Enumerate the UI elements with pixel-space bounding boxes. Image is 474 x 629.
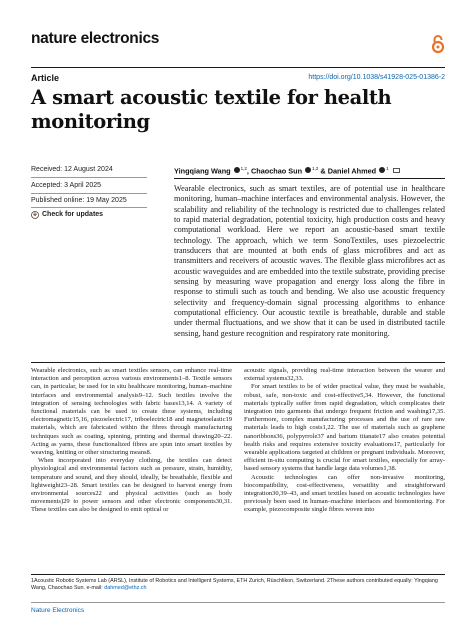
meta-divider — [31, 193, 147, 194]
received-date: Received: 12 August 2024 — [31, 166, 113, 173]
article-title: A smart acoustic textile for health monitoring — [31, 86, 392, 133]
open-access-lock-icon — [431, 34, 445, 54]
footnote-text: 1Acoustic Robotic Systems Lab (ARSL), Institute of Robotics and Intelligent Systems, ETH Zurich, Rüschlikon, Switzerland. 2These authors contributed equally: Yingqiang Wang, Chaochao Sun. e-mail: — [31, 578, 438, 591]
affiliation-marker: 1,2 — [240, 166, 247, 171]
body-column-right — [244, 367, 445, 515]
affiliation-footnote — [31, 578, 445, 592]
author-divider — [174, 178, 445, 179]
email-link[interactable]: dahmed@ethz.ch — [104, 585, 147, 591]
journal-name: nature electronics — [31, 30, 160, 47]
body-paragraph: Acoustic technologies can offer non-invasive monitoring, biocompatibility, cost-effectiveness, versatility and straightforward integration30,39–43, and smart textiles based on acoustic technologies have previously been used in human–machine interfaces and biomonitoring. For example, piezocomposite single fibres woven into — [244, 473, 445, 514]
footer-divider — [31, 602, 445, 603]
published-date: Published online: 19 May 2025 — [31, 197, 127, 204]
orcid-icon[interactable] — [379, 167, 385, 173]
abstract: Wearable electronics, such as smart textiles, are of potential use in healthcare monitoring, human–machine interfaces and environmental analysis. However, the scalability and reliability of the technology is restricted due to challenges related to rapid material degradation, potential toxicity, high production costs and heavy computational workload. Here we report an acoustic-based smart textile technology. The approach, which we term SonoTextiles, uses piezoelectric transducers that are mounted at both ends of glass microfibres and act as transmitters and receivers of acoustic waves. The flexible glass microfibres act as acoustic waveguides and are embedded into the textile substrate, providing precise sensing by measuring wave propagation and energy loss along the fibre in response to stimuli such as touch and bending. We also use acoustic frequency selectivity and frequency-domain signal processing algorithms to enhance computational efficiency. Our acoustic textile is breathable, durable and stable under thermal fluctuations, and we show that it can be used in distributed tactile sensing, hand gesture recognition and respiratory rate monitoring. — [174, 184, 445, 338]
body-paragraph: Wearable electronics, such as smart textiles sensors, can enhance real-time interaction and perception across various environments1–8. Textile sensors can, in particular, be used for in situ healthcare monitoring, human–machine interfaces and environmental analysis9–12. Such textiles involve the integration of sensing technologies with fabric bases13,14. A variety of functional materials can be used to create these systems, including electromagnetic15,16, piezoelectric17, triboelectric18 and magnetoelastic19 materials, which are fabricated within the fibres through manufacturing techniques such as coating, spinning, printing and thermal drawing20–22. Acting as yarns, these functionalized fibres are spun into smart textiles by weaving, knitting or other structuring means8. — [31, 367, 232, 457]
envelope-icon[interactable] — [393, 168, 400, 173]
affiliation-marker: 1,2 — [312, 166, 319, 171]
check-for-updates-link[interactable]: Check for updates — [42, 211, 104, 218]
author-list — [174, 166, 400, 175]
accepted-date: Accepted: 3 April 2025 — [31, 182, 102, 189]
footer-journal-name: Nature Electronics — [31, 607, 85, 614]
orcid-icon[interactable] — [305, 167, 311, 173]
check-for-updates-icon[interactable] — [31, 211, 39, 219]
article-type: Article — [31, 73, 60, 83]
author-name[interactable]: Daniel Ahmed — [327, 166, 377, 176]
header-rule — [31, 67, 445, 68]
body-paragraph: When incorporated into everyday clothing, the textiles can detect physiological and environmental factors such as pressure, strain, humidity, temperature and sound, and they should, ideally, be breathable, flexible and lightweight23–28. Smart textiles can be designed to harvest energy from environmental sources22 and physical activities (such as body movements)29 to power sensors and other electronic components30,31. These textiles can also be designed to emit optical or — [31, 457, 232, 514]
orcid-icon[interactable] — [234, 167, 240, 173]
abstract-divider — [31, 362, 445, 363]
meta-divider — [31, 177, 147, 178]
author-separator: , — [246, 166, 251, 176]
body-paragraph: acoustic signals, providing real-time interaction between the wearer and external systems32,33. — [244, 367, 445, 383]
author-name[interactable]: Chaochao Sun — [250, 166, 303, 176]
meta-divider — [31, 207, 147, 208]
author-name[interactable]: Yingqiang Wang — [174, 166, 231, 176]
doi-link[interactable]: https://doi.org/10.1038/s41928-025-01386-2 — [308, 74, 445, 81]
body-column-left — [31, 367, 232, 515]
body-paragraph: For smart textiles to be of wider practical value, they must be washable, robust, safe, non-toxic and cost-effective5,34. However, the functional materials typically suffer from rapid degradation, which complicates their integration into garments that undergo frequent friction and washing17,35. Furthermore, complex manufacturing processes and the use of rare raw materials leads to high costs1,22. The use of materials such as graphene nanoribbons36, polypyrrole37 and barium titanate17 also creates potential health risks and requires extensive toxicity evaluations17, particularly for wearable applications targeted at children or pregnant individuals. Moreover, efficient in-situ computing is crucial for smart textiles, especially for array-based sensory systems that handle large data volumes1,38. — [244, 383, 445, 473]
author-separator: & — [318, 166, 328, 176]
affiliation-marker: 1 — [386, 166, 389, 171]
footnote-divider — [31, 574, 445, 575]
